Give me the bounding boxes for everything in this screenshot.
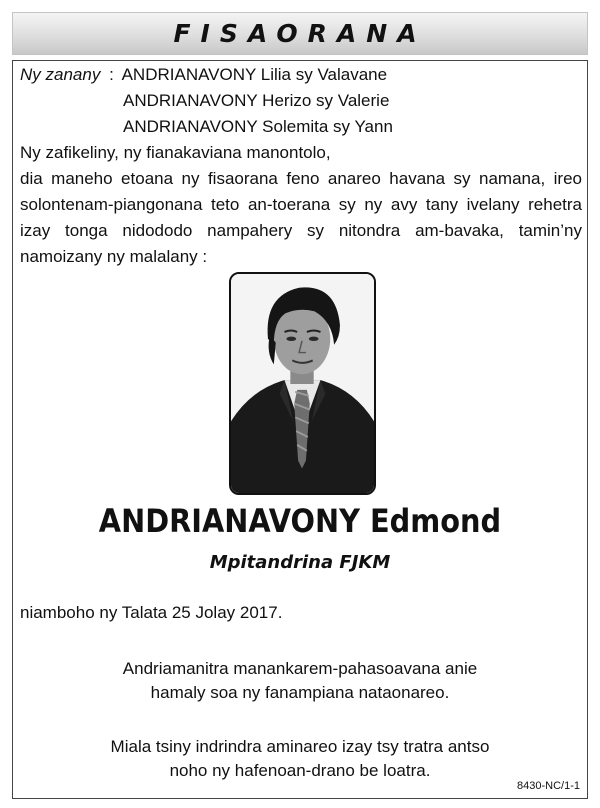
family-name-3: ANDRIANAVONY Solemita sy Yann [123,117,393,136]
header-title: FISAORANA [173,19,427,48]
deceased-role: Mpitandrina FJKM [209,552,391,573]
apology-line-2: noho ny hafenoan-drano be loatra. [169,761,431,780]
message-line-2: solontenam-piangonana teto an-toerana sy ny avy tany ivelany rehetra [20,195,582,214]
family-name-1: ANDRIANAVONY Lilia sy Valavane [121,65,388,84]
family-name-2: ANDRIANAVONY Herizo sy Valerie [123,91,390,110]
apology-line-1: Miala tsiny indrindra aminareo izay tsy tratra antso [110,737,490,756]
deceased-name: ANDRIANAVONY Edmond [98,502,502,540]
death-date-line: niamboho ny Talata 25 Jolay 2017. [20,603,283,622]
blessing-line-1: Andriamanitra manankarem-pahasoavana anie [122,659,478,678]
children-separator: : [109,65,114,84]
reference-code: 8430-NC/1-1 [517,780,580,792]
children-line [20,62,387,88]
relatives-line: Ny zafikeliny, ny fianakaviana manontolo, [20,143,331,162]
children-label: Ny zanany [20,65,101,84]
message-line-1: dia maneho etoana ny fisaorana feno anareo havana sy namana, ireo [20,169,582,188]
message-line-3: izay tonga nidododo nampahery sy nitondra am-bavaka, tamin’ny [20,221,582,240]
message-line-4: namoizany ny malalany : [20,247,208,266]
header-bar [12,12,588,55]
blessing-line-2: hamaly soa ny fanampiana nataonareo. [150,683,450,702]
portrait-photo [229,272,376,495]
portrait-illustration [231,274,374,493]
